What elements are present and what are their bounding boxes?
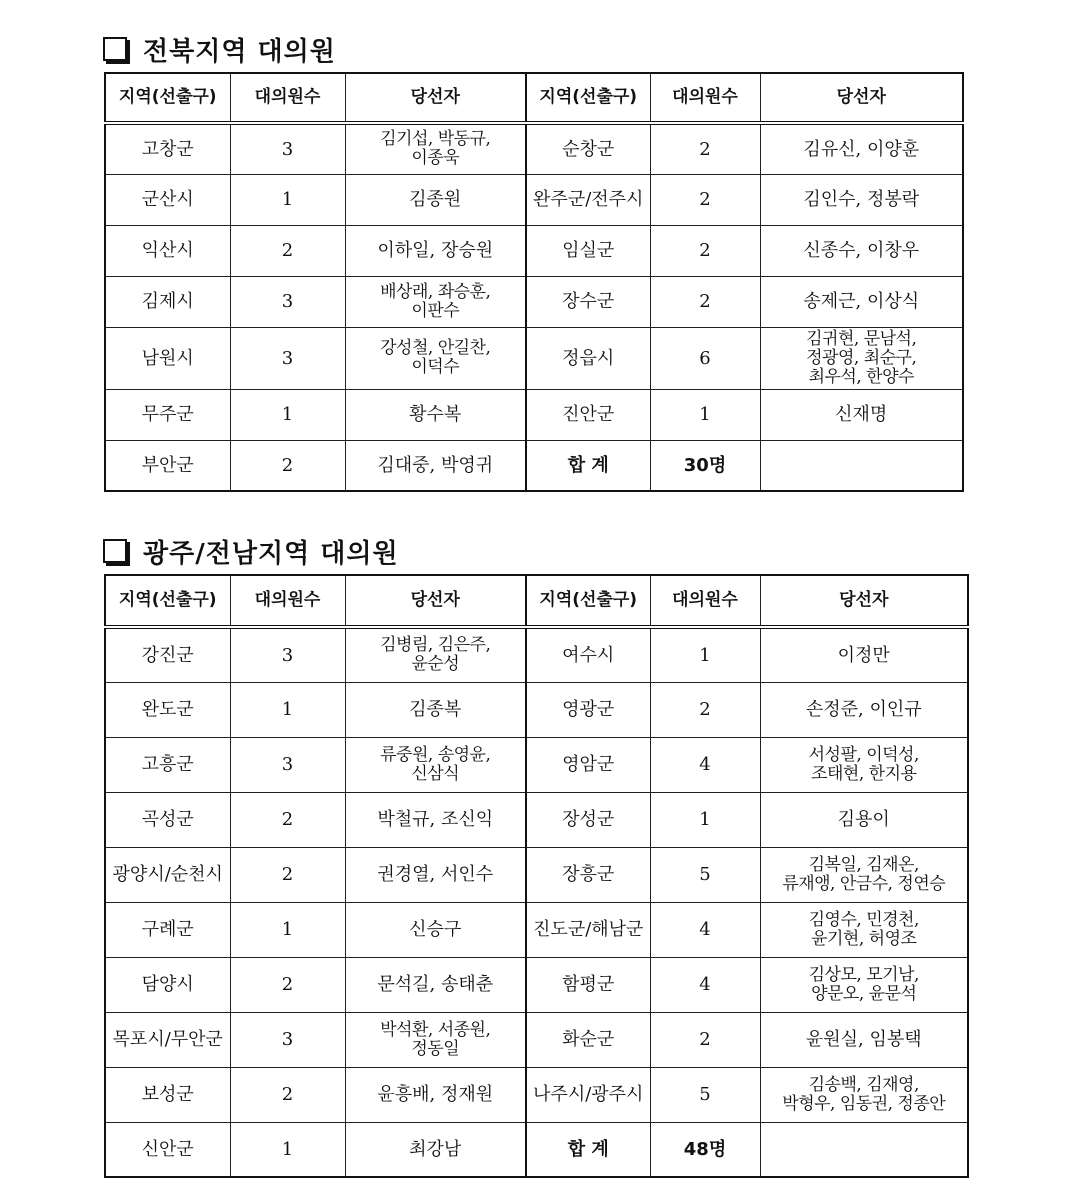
table-row bbox=[105, 737, 968, 792]
winners-cell: 배상래, 좌승훈, 이판수 bbox=[345, 276, 526, 327]
column-header: 당선자 bbox=[760, 575, 968, 627]
region-cell: 완주군/전주시 bbox=[526, 174, 650, 225]
column-header: 지역(선출구) bbox=[526, 73, 650, 123]
winners-cell: 황수복 bbox=[345, 389, 526, 440]
winners-cell: 김복일, 김재온, 류재앵, 안금수, 정연승 bbox=[760, 847, 968, 902]
column-header: 대의원수 bbox=[650, 73, 760, 123]
winners-cell: 김영수, 민경천, 윤기현, 허영조 bbox=[760, 902, 968, 957]
winners-cell: 김종복 bbox=[345, 682, 526, 737]
count-cell: 4 bbox=[650, 957, 760, 1012]
winners-cell: 류중원, 송영윤, 신삼식 bbox=[345, 737, 526, 792]
winners-cell: 신재명 bbox=[760, 389, 963, 440]
winners-cell: 윤흥배, 정재원 bbox=[345, 1067, 526, 1122]
region-cell: 신안군 bbox=[105, 1122, 230, 1177]
count-cell: 1 bbox=[230, 902, 345, 957]
count-cell: 1 bbox=[230, 174, 345, 225]
winners-cell: 이정만 bbox=[760, 627, 968, 682]
winners-cell: 김상모, 모기남, 양문오, 윤문석 bbox=[760, 957, 968, 1012]
table-row bbox=[105, 847, 968, 902]
table-row bbox=[105, 440, 963, 491]
section-heading-jeonbuk bbox=[103, 32, 336, 66]
region-cell: 보성군 bbox=[105, 1067, 230, 1122]
count-cell: 2 bbox=[230, 225, 345, 276]
column-header: 지역(선출구) bbox=[105, 73, 230, 123]
count-cell: 1 bbox=[230, 682, 345, 737]
region-cell: 광양시/순천시 bbox=[105, 847, 230, 902]
count-cell: 2 bbox=[650, 225, 760, 276]
region-cell: 목포시/무안군 bbox=[105, 1012, 230, 1067]
total-label: 합 계 bbox=[526, 1122, 650, 1177]
table-row bbox=[105, 682, 968, 737]
count-cell: 2 bbox=[230, 792, 345, 847]
column-header: 당선자 bbox=[345, 575, 526, 627]
winners-cell: 문석길, 송태춘 bbox=[345, 957, 526, 1012]
count-cell: 1 bbox=[230, 389, 345, 440]
region-cell: 군산시 bbox=[105, 174, 230, 225]
winners-cell: 김인수, 정봉락 bbox=[760, 174, 963, 225]
count-cell: 2 bbox=[650, 682, 760, 737]
winners-cell: 권경열, 서인수 bbox=[345, 847, 526, 902]
column-header: 당선자 bbox=[760, 73, 963, 123]
region-cell: 화순군 bbox=[526, 1012, 650, 1067]
column-header: 대의원수 bbox=[230, 575, 345, 627]
delegates-table-jeonbuk bbox=[104, 72, 964, 492]
count-cell: 4 bbox=[650, 737, 760, 792]
count-cell: 2 bbox=[650, 1012, 760, 1067]
total-count: 48명 bbox=[650, 1122, 760, 1177]
winners-cell: 신종수, 이창우 bbox=[760, 225, 963, 276]
count-cell: 5 bbox=[650, 1067, 760, 1122]
count-cell: 5 bbox=[650, 847, 760, 902]
column-header: 지역(선출구) bbox=[105, 575, 230, 627]
winners-cell: 박석환, 서종원, 정동일 bbox=[345, 1012, 526, 1067]
count-cell: 4 bbox=[650, 902, 760, 957]
table-header-row bbox=[105, 73, 963, 123]
total-count: 30명 bbox=[650, 440, 760, 491]
region-cell: 김제시 bbox=[105, 276, 230, 327]
region-cell: 장수군 bbox=[526, 276, 650, 327]
winners-cell: 김유신, 이양훈 bbox=[760, 123, 963, 174]
region-cell: 고창군 bbox=[105, 123, 230, 174]
region-cell: 순창군 bbox=[526, 123, 650, 174]
section-title: 전북지역 대의원 bbox=[143, 36, 336, 67]
table-row bbox=[105, 1012, 968, 1067]
region-cell: 부안군 bbox=[105, 440, 230, 491]
count-cell: 3 bbox=[230, 737, 345, 792]
region-cell: 무주군 bbox=[105, 389, 230, 440]
region-cell: 영암군 bbox=[526, 737, 650, 792]
region-cell: 강진군 bbox=[105, 627, 230, 682]
count-cell: 2 bbox=[650, 276, 760, 327]
winners-cell: 김병림, 김은주, 윤순성 bbox=[345, 627, 526, 682]
winners-cell: 윤원실, 임봉택 bbox=[760, 1012, 968, 1067]
section-title: 광주/전남지역 대의원 bbox=[143, 538, 399, 569]
region-cell: 장성군 bbox=[526, 792, 650, 847]
winners-cell: 김기섭, 박동규, 이종욱 bbox=[345, 123, 526, 174]
region-cell: 영광군 bbox=[526, 682, 650, 737]
column-header: 대의원수 bbox=[650, 575, 760, 627]
table-row bbox=[105, 123, 963, 174]
count-cell: 1 bbox=[650, 389, 760, 440]
winners-cell: 김대중, 박영귀 bbox=[345, 440, 526, 491]
table-row bbox=[105, 327, 963, 389]
region-cell: 구례군 bbox=[105, 902, 230, 957]
checkbox-square-icon bbox=[103, 539, 127, 563]
table-row bbox=[105, 174, 963, 225]
region-cell: 곡성군 bbox=[105, 792, 230, 847]
winners-cell: 최강남 bbox=[345, 1122, 526, 1177]
region-cell: 남원시 bbox=[105, 327, 230, 389]
winners-cell: 신승구 bbox=[345, 902, 526, 957]
winners-cell: 강성철, 안길찬, 이덕수 bbox=[345, 327, 526, 389]
winners-cell: 손정준, 이인규 bbox=[760, 682, 968, 737]
count-cell: 3 bbox=[230, 627, 345, 682]
region-cell: 진안군 bbox=[526, 389, 650, 440]
count-cell: 2 bbox=[650, 174, 760, 225]
region-cell: 진도군/해남군 bbox=[526, 902, 650, 957]
count-cell: 1 bbox=[650, 627, 760, 682]
region-cell: 여수시 bbox=[526, 627, 650, 682]
delegates-table-gwangju-jeonnam bbox=[104, 574, 969, 1178]
region-cell: 익산시 bbox=[105, 225, 230, 276]
winners-cell: 서성팔, 이덕성, 조태현, 한지용 bbox=[760, 737, 968, 792]
table-row bbox=[105, 225, 963, 276]
table-row bbox=[105, 389, 963, 440]
region-cell: 나주시/광주시 bbox=[526, 1067, 650, 1122]
winners-cell: 이하일, 장승원 bbox=[345, 225, 526, 276]
count-cell: 3 bbox=[230, 123, 345, 174]
winners-cell: 송제근, 이상식 bbox=[760, 276, 963, 327]
column-header: 당선자 bbox=[345, 73, 526, 123]
region-cell: 고흥군 bbox=[105, 737, 230, 792]
region-cell: 장흥군 bbox=[526, 847, 650, 902]
table-row bbox=[105, 957, 968, 1012]
column-header: 지역(선출구) bbox=[526, 575, 650, 627]
table-header-row bbox=[105, 575, 968, 627]
winners-cell: 김송백, 김재영, 박형우, 임동권, 정종안 bbox=[760, 1067, 968, 1122]
table-row bbox=[105, 902, 968, 957]
count-cell: 6 bbox=[650, 327, 760, 389]
count-cell: 2 bbox=[230, 957, 345, 1012]
region-cell: 완도군 bbox=[105, 682, 230, 737]
column-header: 대의원수 bbox=[230, 73, 345, 123]
count-cell: 3 bbox=[230, 327, 345, 389]
count-cell: 1 bbox=[230, 1122, 345, 1177]
table-row bbox=[105, 1067, 968, 1122]
count-cell: 2 bbox=[230, 847, 345, 902]
table-row bbox=[105, 627, 968, 682]
region-cell: 정읍시 bbox=[526, 327, 650, 389]
table-row bbox=[105, 792, 968, 847]
count-cell: 3 bbox=[230, 276, 345, 327]
region-cell: 담양시 bbox=[105, 957, 230, 1012]
winners-cell: 김용이 bbox=[760, 792, 968, 847]
winners-cell: 김종원 bbox=[345, 174, 526, 225]
count-cell: 1 bbox=[650, 792, 760, 847]
section-heading-gwangju-jeonnam bbox=[103, 534, 399, 568]
winners-cell bbox=[760, 440, 963, 491]
table-row bbox=[105, 276, 963, 327]
winners-cell: 김귀현, 문남석, 정광영, 최순구, 최우석, 한양수 bbox=[760, 327, 963, 389]
count-cell: 2 bbox=[650, 123, 760, 174]
count-cell: 3 bbox=[230, 1012, 345, 1067]
region-cell: 임실군 bbox=[526, 225, 650, 276]
count-cell: 2 bbox=[230, 1067, 345, 1122]
winners-cell: 박철규, 조신익 bbox=[345, 792, 526, 847]
region-cell: 함평군 bbox=[526, 957, 650, 1012]
table-row bbox=[105, 1122, 968, 1177]
total-label: 합 계 bbox=[526, 440, 650, 491]
count-cell: 2 bbox=[230, 440, 345, 491]
checkbox-square-icon bbox=[103, 37, 127, 61]
winners-cell bbox=[760, 1122, 968, 1177]
